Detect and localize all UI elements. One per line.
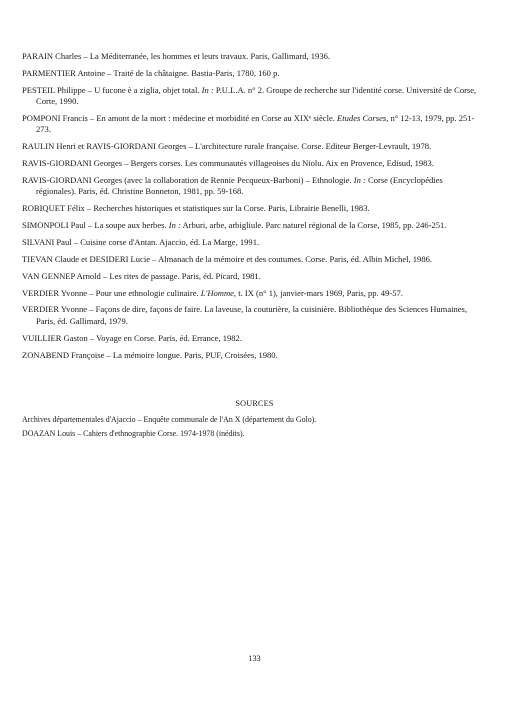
- entry-text: – Traité de la châtaigne. Bastia-Paris, 1780, 160 p.: [105, 67, 280, 78]
- bibliography-entry: [22, 203, 477, 214]
- bibliography-entry: [22, 350, 477, 361]
- bibliography-entry: [22, 333, 477, 344]
- bibliography-entry: [22, 51, 477, 62]
- bibliography-entry: [22, 141, 477, 152]
- source-item: DOAZAN Louis – Cahiers d'ethnographie Corse. 1974-1978 (inédits).: [22, 429, 245, 439]
- entry-text: – La mémoire longue. Paris, PUF, Croisées, 1980.: [104, 349, 278, 360]
- bibliography-list: [22, 51, 477, 366]
- entry-text: – Façons de dire, façons de faire. La laveuse, la couturière, la cuisinière. Bibliothèque des Sciences Humaines, Paris, éd. Gallimard, 1979.: [36, 304, 468, 326]
- entry-text-continued: t. IX (n° 1), janvier-mars 1969, Paris, pp. 49-57.: [236, 287, 403, 298]
- bibliography-entry: [22, 220, 477, 231]
- entry-author: POMPONI Francis: [22, 112, 88, 123]
- entry-author: RAVIS-GIORDANI Georges: [22, 174, 123, 185]
- entry-italic: In :: [168, 220, 181, 231]
- sources-heading: SOURCES: [235, 399, 274, 408]
- entry-author: ZONABEND Françoise: [22, 349, 105, 360]
- entry-author: RAVIS-GIORDANI Georges: [22, 158, 123, 169]
- entry-text: – Les rites de passage. Paris, éd. Picard, 1981.: [100, 270, 261, 281]
- entry-text: – Recherches historiques et statistiques sur la Corse. Paris, Librairie Benelli, 1983.: [84, 203, 370, 214]
- bibliography-entry: [22, 68, 477, 79]
- bibliography-entry: [22, 288, 477, 299]
- entry-author: VAN GENNEP Arnold: [22, 270, 101, 281]
- bibliography-entry: [22, 271, 477, 282]
- entry-author: TIEVAN Claude et DESIDERI Lucie: [22, 253, 151, 264]
- source-item: Archives départementales d'Ajaccio – Enquête communale de l'An X (département du Golo).: [22, 415, 317, 424]
- entry-text: – Pour une ethnologie culinaire.: [87, 287, 201, 298]
- entry-text: – Bergers corses. Les communautés villageoises du Niolu. Aix en Provence, Edisud, 1983.: [122, 158, 434, 169]
- bibliography-entry: [22, 237, 477, 248]
- entry-text: – La Méditerranée, les hommes et leurs travaux. Paris, Gallimard, 1936.: [81, 51, 331, 61]
- entry-text: – Cuisine corse d'Antan. Ajaccio, éd. La Marge, 1991.: [71, 236, 260, 247]
- bibliography-entry: [22, 158, 477, 169]
- entry-author: SILVANI Paul: [22, 236, 72, 247]
- entry-text-continued: Corse (Encyclopédies régionales). Paris, éd. Christine Bonneton, 1981, pp. 59-168.: [36, 174, 443, 197]
- entry-author: SIMONPOLI Paul: [22, 220, 86, 231]
- entry-author: ROBIQUET Félix: [22, 203, 85, 214]
- entry-text-continued: n° 12-13, 1979, pp. 251-273.: [36, 112, 475, 135]
- entry-text: – Voyage en Corse. Paris, éd. Errance, 1982.: [87, 332, 242, 343]
- entry-text: – En amont de la mort : médecine et morbidité en Corse au XIXᵉ siècle.: [87, 112, 338, 123]
- entry-author: PARMENTIER Antoine: [22, 67, 106, 78]
- entry-text: – L'architecture rurale française. Corse. Editeur Berger-Levrault, 1978.: [186, 141, 432, 152]
- bibliography-entry: [22, 113, 477, 136]
- entry-italic: Etudes Corses,: [337, 112, 389, 123]
- entry-author: PARAIN Charles: [22, 51, 82, 61]
- entry-italic: In :: [353, 174, 366, 185]
- entry-author: VUILLIER Gaston: [22, 332, 88, 343]
- entry-author: VERDIER Yvonne: [22, 304, 88, 315]
- bibliography-entry: [22, 304, 477, 327]
- entry-author: RAULIN Henri et RAVIS-GIORDANI Georges: [22, 141, 187, 152]
- entry-text-continued: Arburi, arbe, arbigliule. Parc naturel régional de la Corse, 1985, pp. 246-251.: [180, 220, 447, 231]
- entry-italic: In :: [201, 84, 214, 95]
- entry-author: PESTEIL Philippe: [22, 84, 86, 95]
- page-number: 133: [248, 654, 261, 663]
- entry-text: – U fucone è a ziglia, objet total.: [85, 84, 202, 95]
- bibliography-entry: [22, 85, 477, 108]
- sources-list: [22, 414, 477, 442]
- entry-italic: L'Homme,: [200, 287, 237, 298]
- entry-text: – La soupe aux herbes.: [85, 220, 169, 231]
- entry-author: VERDIER Yvonne: [22, 287, 88, 298]
- entry-text: (avec la collaboration de Rennie Pecqueux-Barboni) – Ethnologie.: [122, 174, 354, 185]
- bibliography-entry: [22, 254, 477, 265]
- entry-text: – Almanach de la mémoire et des coutumes. Corse. Paris, éd. Albin Michel, 1986.: [150, 253, 433, 264]
- entry-text-continued: P.U.L.A. n° 2. Groupe de recherche sur l'identité corse. Université de Corse, Corte, 1990.: [36, 84, 477, 107]
- bibliography-entry: [22, 175, 477, 198]
